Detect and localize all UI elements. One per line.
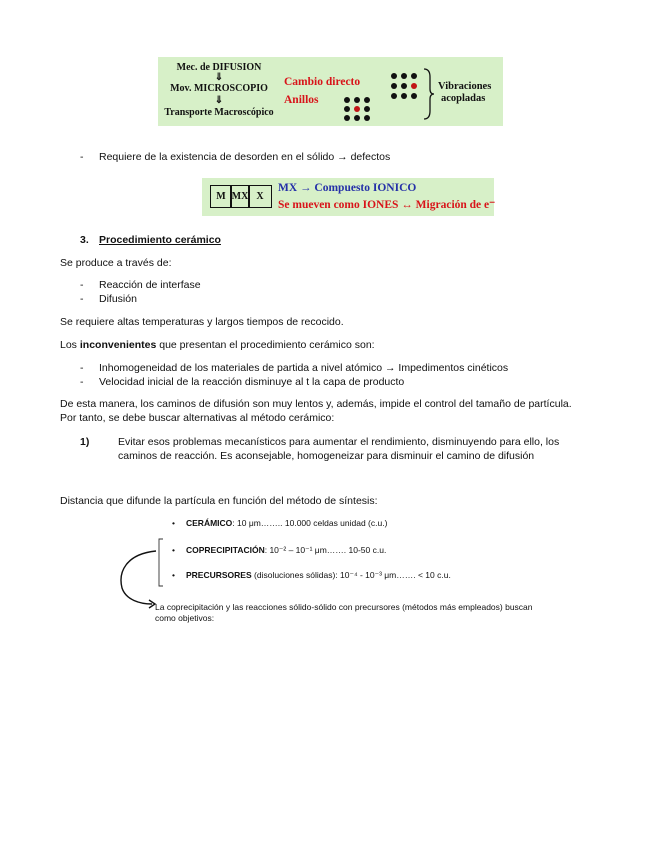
ionic-line-1: MX → Compuesto IONICO [278,182,417,194]
inconv-pre: Los [60,339,80,351]
cambio-directo-label: Cambio directo [284,76,361,88]
diffusion-mechanism-figure [158,57,503,126]
ionic-line-2: Se mueven como IONES ↔ Migración de e⁻ [278,199,496,211]
curved-arrow-icon [116,548,160,612]
inconv-post: que presentan el procedimiento cerámico son: [156,339,375,351]
numbered-marker: 1) [80,436,90,448]
method-bullet-2: • [172,545,175,555]
distance-title: Distancia que difunde la partícula en función del método de síntesis: [60,495,378,507]
method-coprecipitacion-name: COPRECIPITACIÓN [186,545,265,555]
mechanism-line-2: Mov. MICROSCOPIO [170,83,268,94]
final-note-line-1: La coprecipitación y las reacciones sólido-sólido con precursores (métodos más empleados) buscan [155,602,533,612]
inconveniente-1: Inhomogeneidad de los materiales de partida a nivel atómico → Impedimentos cinéticos [99,362,509,374]
item-reaccion: Reacción de interfase [99,279,201,291]
mechanism-arrow-2: ⇓ [214,95,224,106]
anillos-label: Anillos [284,94,319,106]
inconveniente-2: Velocidad inicial de la reacción disminuye al t la capa de producto [99,376,405,388]
inconvenientes-intro [60,339,375,352]
inconv-bold: inconvenientes [79,339,157,351]
method-bullet-1: • [172,518,175,528]
inconv-dash-2: - [80,376,84,388]
item-difusion: Difusión [99,293,137,305]
section-number: 3. [80,234,89,246]
numbered-line-2: caminos de reacción. Es aconsejable, homogeneizar para disminuir el camino de difusión [118,450,535,462]
vibraciones-label-1: Vibraciones [438,81,492,92]
requirement-text: Se requiere altas temperaturas y largos tiempos de recocido. [60,316,344,328]
method-ceramico [186,518,387,529]
bullet-dash: - [80,151,84,163]
cell-x: X [248,185,272,208]
conclusion-line-2: Por tanto, se debe buscar alternativas al método cerámico: [60,412,335,424]
method-coprecipitacion [186,545,386,556]
mechanism-line-1: Mec. de DIFUSION [176,62,262,73]
final-note-line-2: como objetivos: [155,613,215,623]
method-ceramico-value: : 10 μm…….. 10.000 celdas unidad (c.u.) [232,518,388,528]
item-dash-2: - [80,293,84,305]
item-dash-1: - [80,279,84,291]
method-coprecipitacion-value: : 10⁻² – 10⁻¹ μm……. 10-50 c.u. [264,545,387,555]
method-precursores-value: (disoluciones sólidas): 10⁻⁴ - 10⁻³ μm……. < 10 c.u. [251,570,451,580]
vibraciones-label-2: acopladas [441,93,486,104]
conclusion-line-1: De esta manera, los caminos de difusión son muy lentos y, además, impide el control del tamaño de partícula. [60,398,572,410]
defectos-bullet: Requiere de la existencia de desorden en el sólido → defectos [99,151,391,163]
intro-text: Se produce a través de: [60,257,172,269]
cell-mx: MX [230,185,250,208]
brace-icon [422,67,436,121]
method-precursores [186,570,451,581]
mechanism-line-3: Transporte Macroscópico [164,107,274,118]
section-title: Procedimiento cerámico [99,234,221,246]
method-precursores-name: PRECURSORES [186,570,252,580]
cell-m: M [210,185,232,208]
inconv-dash-1: - [80,362,84,374]
mechanism-arrow-1: ⇓ [214,72,224,83]
ionic-compound-figure [202,178,494,216]
method-ceramico-name: CERÁMICO [186,518,233,528]
method-bullet-3: • [172,570,175,580]
numbered-line-1: Evitar esos problemas mecanísticos para aumentar el rendimiento, disminuyendo para ello, los [118,436,560,448]
